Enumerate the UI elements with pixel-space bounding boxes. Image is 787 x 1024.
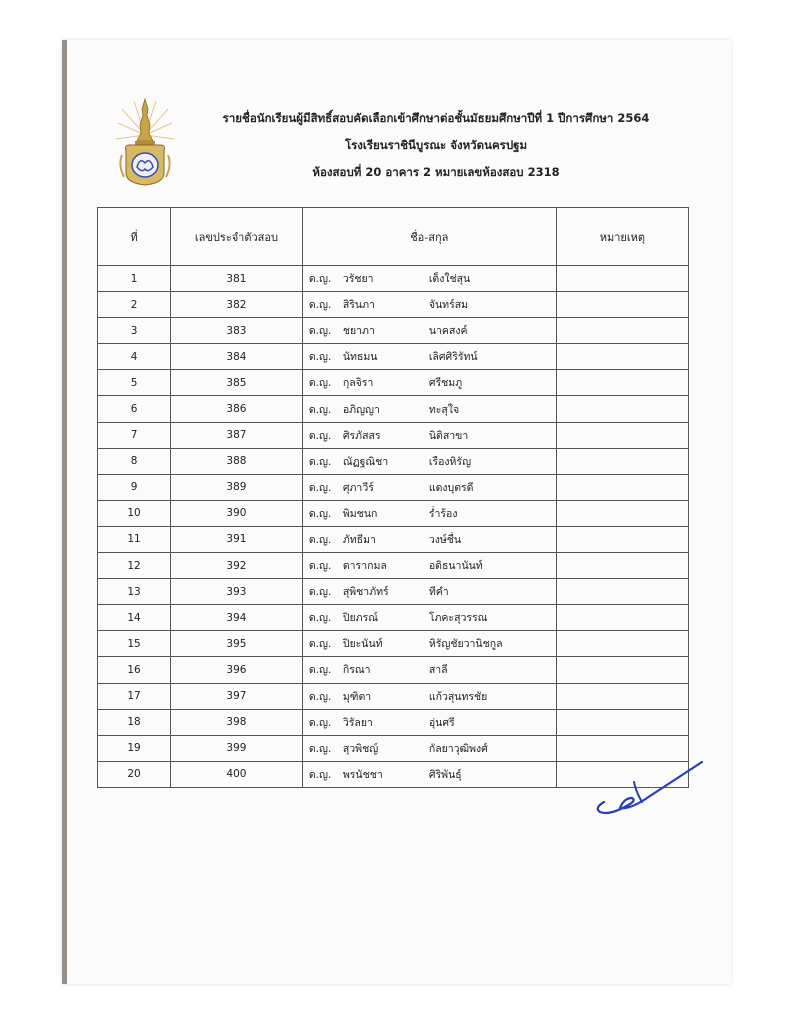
given-name: ศุภาวีร์: [342, 481, 374, 494]
given-name: วรัชยา: [342, 273, 374, 286]
name-prefix: ด.ญ.: [308, 638, 332, 651]
column-header-remark: หมายเหตุ: [556, 208, 688, 266]
table-row: [98, 266, 689, 292]
row-number: 9: [98, 474, 171, 500]
table-row: [98, 422, 689, 448]
remark-cell: [556, 526, 688, 552]
name-prefix: ด.ญ.: [308, 481, 332, 494]
row-number: 8: [98, 448, 171, 474]
family-name: อดิธนานันท์: [428, 560, 483, 573]
remark-cell: [556, 266, 688, 292]
remark-cell: [556, 709, 688, 735]
given-name: กุลจิรา: [342, 377, 374, 390]
student-name: [303, 740, 556, 757]
document-title: รายชื่อนักเรียนผู้มีสิทธิ์สอบคัดเลือกเข้าศึกษาต่อชั้นมัธยมศึกษาปีที่ 1 ปีการศึกษา 2564: [222, 111, 650, 125]
row-number: 4: [98, 344, 171, 370]
student-name: [303, 374, 556, 391]
exam-id: 400: [171, 761, 303, 787]
student-name-cell: [302, 500, 556, 526]
student-name-cell: [302, 292, 556, 318]
student-name: [303, 296, 556, 313]
table-row: [98, 657, 689, 683]
table-row: [98, 500, 689, 526]
remark-cell: [556, 422, 688, 448]
given-name: ศิรภัสสร: [342, 429, 381, 442]
name-prefix: ด.ญ.: [308, 612, 332, 625]
school-name: โรงเรียนราชินีบูรณะ จังหวัดนครปฐม: [344, 138, 528, 152]
exam-id: 386: [171, 396, 303, 422]
student-name-cell: [302, 631, 556, 657]
table-row: [98, 370, 689, 396]
student-name-cell: [302, 526, 556, 552]
remark-cell: [556, 605, 688, 631]
student-name-cell: [302, 553, 556, 579]
row-number: 10: [98, 500, 171, 526]
given-name: ปิยภรณ์: [342, 612, 378, 625]
given-name: สุพิชาภัทร์: [342, 586, 389, 599]
exam-id: 393: [171, 579, 303, 605]
name-prefix: ด.ญ.: [308, 507, 332, 520]
table-row: [98, 579, 689, 605]
name-prefix: ด.ญ.: [308, 273, 332, 286]
student-name: [303, 348, 556, 365]
student-name: [303, 401, 556, 418]
name-prefix: ด.ญ.: [308, 429, 332, 442]
student-name-cell: [302, 735, 556, 761]
family-name: ร่ำร้อง: [428, 507, 458, 520]
exam-room-info: ห้องสอบที่ 20 อาคาร 2 หมายเลขห้องสอบ 2318: [312, 165, 560, 179]
student-name: [303, 766, 556, 783]
student-name-cell: [302, 396, 556, 422]
student-name: [303, 322, 556, 339]
name-prefix: ด.ญ.: [308, 403, 332, 416]
family-name: เต็งใช่สุน: [428, 273, 471, 286]
exam-id: 392: [171, 553, 303, 579]
student-name-cell: [302, 474, 556, 500]
row-number: 15: [98, 631, 171, 657]
name-prefix: ด.ญ.: [308, 768, 332, 781]
student-name-cell: [302, 370, 556, 396]
row-number: 12: [98, 553, 171, 579]
remark-cell: [556, 448, 688, 474]
table-row: [98, 396, 689, 422]
table-header-row: [98, 208, 689, 266]
name-prefix: ด.ญ.: [308, 299, 332, 312]
given-name: กิรณา: [342, 664, 371, 677]
remark-cell: [556, 579, 688, 605]
exam-id: 382: [171, 292, 303, 318]
student-roster-table: [97, 207, 689, 788]
row-number: 14: [98, 605, 171, 631]
remark-cell: [556, 292, 688, 318]
student-name: [303, 688, 556, 705]
row-number: 1: [98, 266, 171, 292]
row-number: 19: [98, 735, 171, 761]
student-name-cell: [302, 605, 556, 631]
table-row: [98, 553, 689, 579]
row-number: 3: [98, 318, 171, 344]
handwritten-signature: [590, 752, 710, 827]
table-row: [98, 292, 689, 318]
row-number: 18: [98, 709, 171, 735]
exam-id: 398: [171, 709, 303, 735]
student-name: [303, 479, 556, 496]
student-name-cell: [302, 344, 556, 370]
row-number: 7: [98, 422, 171, 448]
family-name: นิติสาขา: [428, 429, 469, 442]
given-name: สิรินภา: [342, 299, 375, 312]
student-name: [303, 635, 556, 652]
exam-id: 383: [171, 318, 303, 344]
table-row: [98, 474, 689, 500]
remark-cell: [556, 553, 688, 579]
family-name: หิรัญชัยวานิชกูล: [428, 638, 503, 651]
exam-id: 391: [171, 526, 303, 552]
name-prefix: ด.ญ.: [308, 664, 332, 677]
exam-id: 389: [171, 474, 303, 500]
student-name-cell: [302, 318, 556, 344]
name-prefix: ด.ญ.: [308, 586, 332, 599]
table-row: [98, 526, 689, 552]
row-number: 11: [98, 526, 171, 552]
row-number: 17: [98, 683, 171, 709]
family-name: ศิริพันธุ์: [428, 768, 462, 781]
given-name: ดารากมล: [342, 560, 387, 573]
given-name: พิมชนก: [342, 507, 378, 520]
table-row: [98, 709, 689, 735]
student-name-cell: [302, 761, 556, 787]
table-body: [98, 266, 689, 788]
exam-id: 381: [171, 266, 303, 292]
name-prefix: ด.ญ.: [308, 560, 332, 573]
name-prefix: ด.ญ.: [308, 377, 332, 390]
student-name: [303, 505, 556, 522]
row-number: 16: [98, 657, 171, 683]
student-name: [303, 270, 556, 287]
table-row: [98, 631, 689, 657]
student-name-cell: [302, 709, 556, 735]
family-name: วงษ์ชื่น: [428, 533, 462, 546]
exam-id: 390: [171, 500, 303, 526]
remark-cell: [556, 318, 688, 344]
given-name: ภัทธีมา: [342, 533, 376, 546]
row-number: 5: [98, 370, 171, 396]
given-name: วิรัลยา: [342, 716, 373, 729]
family-name: ทะสุใจ: [428, 403, 460, 416]
family-name: นาคสงค์: [428, 325, 468, 338]
row-number: 20: [98, 761, 171, 787]
given-name: นัทธมน: [342, 351, 378, 364]
table-row: [98, 318, 689, 344]
name-prefix: ด.ญ.: [308, 742, 332, 755]
family-name: แก้วสุนทรชัย: [428, 690, 488, 703]
student-name-cell: [302, 683, 556, 709]
exam-id: 388: [171, 448, 303, 474]
row-number: 6: [98, 396, 171, 422]
student-name-cell: [302, 657, 556, 683]
exam-id: 387: [171, 422, 303, 448]
student-name-cell: [302, 266, 556, 292]
student-name-cell: [302, 448, 556, 474]
table-row: [98, 448, 689, 474]
student-name: [303, 557, 556, 574]
name-prefix: ด.ญ.: [308, 455, 332, 468]
student-name: [303, 609, 556, 626]
given-name: ณัฏฐณิชา: [342, 455, 389, 468]
exam-id: 384: [171, 344, 303, 370]
exam-id: 395: [171, 631, 303, 657]
remark-cell: [556, 474, 688, 500]
column-header-name: ชื่อ-สกุล: [302, 208, 556, 266]
remark-cell: [556, 657, 688, 683]
given-name: อภิญญา: [342, 403, 380, 416]
student-name: [303, 427, 556, 444]
row-number: 13: [98, 579, 171, 605]
family-name: กัลยาวุฒิพงศ์: [428, 742, 488, 755]
exam-id: 397: [171, 683, 303, 709]
student-name-cell: [302, 422, 556, 448]
student-name: [303, 661, 556, 678]
student-name-cell: [302, 579, 556, 605]
family-name: สาลี: [428, 664, 448, 677]
table-row: [98, 344, 689, 370]
remark-cell: [556, 683, 688, 709]
column-header-exam-id: เลขประจำตัวสอบ: [171, 208, 303, 266]
remark-cell: [556, 344, 688, 370]
name-prefix: ด.ญ.: [308, 716, 332, 729]
table-row: [98, 605, 689, 631]
student-name: [303, 714, 556, 731]
family-name: จันทร์สม: [428, 299, 469, 312]
family-name: แดงบุตรดี: [428, 481, 474, 494]
column-header-number: ที่: [98, 208, 171, 266]
given-name: ปิยะนันท์: [342, 638, 383, 651]
student-name: [303, 531, 556, 548]
exam-id: 394: [171, 605, 303, 631]
name-prefix: ด.ญ.: [308, 351, 332, 364]
family-name: อุ่นศรี: [428, 716, 455, 729]
family-name: โภคะสุวรรณ: [428, 612, 488, 625]
name-prefix: ด.ญ.: [308, 690, 332, 703]
given-name: มุฑิตา: [342, 690, 372, 703]
table-row: [98, 683, 689, 709]
exam-id: 399: [171, 735, 303, 761]
family-name: เรืองหิรัญ: [428, 455, 472, 468]
exam-id: 396: [171, 657, 303, 683]
student-name: [303, 453, 556, 470]
given-name: พรนัชชา: [342, 768, 383, 781]
row-number: 2: [98, 292, 171, 318]
remark-cell: [556, 396, 688, 422]
given-name: สุวพิชญ์: [342, 742, 379, 755]
exam-id: 385: [171, 370, 303, 396]
name-prefix: ด.ญ.: [308, 533, 332, 546]
family-name: ทีคำ: [428, 586, 449, 599]
remark-cell: [556, 500, 688, 526]
family-name: เลิศศิริรัทน์: [428, 351, 478, 364]
remark-cell: [556, 370, 688, 396]
student-name: [303, 583, 556, 600]
name-prefix: ด.ญ.: [308, 325, 332, 338]
family-name: ศรีชมภู: [428, 377, 463, 390]
given-name: ชยาภา: [342, 325, 375, 338]
school-crest-icon: [114, 95, 176, 191]
remark-cell: [556, 631, 688, 657]
